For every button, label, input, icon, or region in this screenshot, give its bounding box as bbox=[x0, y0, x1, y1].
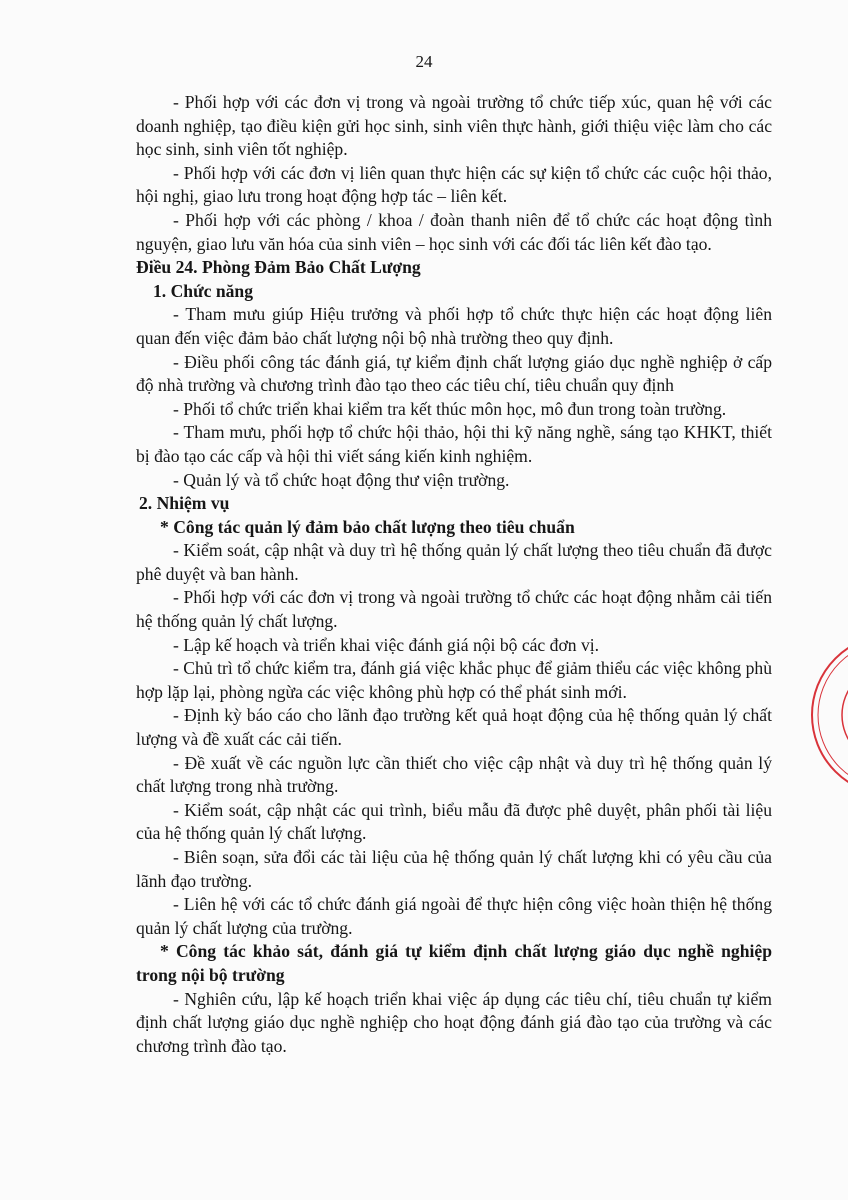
section-1-item: - Quản lý và tổ chức hoạt động thư viện trường. bbox=[173, 469, 510, 490]
article-title: Điều 24. Phòng Đảm Bảo Chất Lượng bbox=[136, 257, 421, 278]
subsection-a-item: - Chủ trì tổ chức kiểm tra, đánh giá việc khắc phục để giảm thiểu các việc không phù hợp lặp lại, phòng ngừa các việc không phù hợp có thể phát sinh mới. bbox=[136, 658, 772, 702]
paragraph-top-1: - Phối hợp với các đơn vị trong và ngoài trường tổ chức tiếp xúc, quan hệ với các doanh nghiệp, tạo điều kiện gửi học sinh, sinh viên thực hành, giới thiệu việc làm cho các học sinh, sinh viên tốt nghiệp. bbox=[136, 92, 772, 160]
subsection-a-item: - Định kỳ báo cáo cho lãnh đạo trường kết quả hoạt động của hệ thống quản lý chất lượng và đề xuất các cải tiến. bbox=[136, 705, 772, 750]
subsection-a-item: - Biên soạn, sửa đổi các tài liệu của hệ thống quản lý chất lượng khi có yêu cầu của lãnh đạo trường. bbox=[136, 847, 772, 891]
subsection-b-item: - Nghiên cứu, lập kế hoạch triển khai việc áp dụng các tiêu chí, tiêu chuẩn tự kiểm định chất lượng giáo dục nghề nghiệp cho hoạt động đánh giá đào tạo của trường và các chương trình đào tạo. bbox=[136, 988, 772, 1056]
subsection-a-item: - Phối hợp với các đơn vị trong và ngoài trường tổ chức các hoạt động nhằm cải tiến hệ thống quản lý chất lượng. bbox=[136, 587, 772, 632]
subsection-b-title: * Công tác khảo sát, đánh giá tự kiểm định chất lượng giáo dục nghề nghiệp trong nội bộ trường bbox=[136, 941, 772, 985]
section-1-title: 1. Chức năng bbox=[153, 280, 254, 301]
red-stamp-seal bbox=[800, 615, 848, 815]
document-body bbox=[136, 91, 772, 1058]
subsection-a-item: - Kiểm soát, cập nhật và duy trì hệ thống quản lý chất lượng theo tiêu chuẩn đã được phê duyệt và ban hành. bbox=[136, 540, 772, 584]
section-1-item: - Tham mưu, phối hợp tổ chức hội thảo, hội thi kỹ năng nghề, sáng tạo KHKT, thiết bị đào tạo các cấp và hội thi viết sáng kiến kinh nghiệm. bbox=[136, 422, 772, 466]
section-1-item: - Phối tổ chức triển khai kiểm tra kết thúc môn học, mô đun trong toàn trường. bbox=[173, 398, 727, 419]
subsection-a-item: - Lập kế hoạch và triển khai việc đánh giá nội bộ các đơn vị. bbox=[173, 634, 600, 655]
subsection-a-item: - Kiểm soát, cập nhật các qui trình, biểu mẫu đã được phê duyệt, phân phối tài liệu của hệ thống quản lý chất lượng. bbox=[136, 799, 772, 844]
section-1-item: - Tham mưu giúp Hiệu trưởng và phối hợp tổ chức thực hiện các hoạt động liên quan đến việc đảm bảo chất lượng nội bộ nhà trường theo quy định. bbox=[136, 304, 772, 348]
subsection-a-item: - Đề xuất về các nguồn lực cần thiết cho việc cập nhật và duy trì hệ thống quản lý chất lượng trong nhà trường. bbox=[136, 752, 772, 797]
subsection-a-title: * Công tác quản lý đảm bảo chất lượng theo tiêu chuẩn bbox=[160, 516, 575, 537]
paragraph-top-2: - Phối hợp với các đơn vị liên quan thực hiện các sự kiện tổ chức các cuộc hội thảo, hội nghị, giao lưu trong hoạt động hợp tác – liên kết. bbox=[136, 162, 772, 207]
section-1-item: - Điều phối công tác đánh giá, tự kiểm định chất lượng giáo dục nghề nghiệp ở cấp độ nhà trường và chương trình đào tạo theo các tiêu chí, tiêu chuẩn quy định bbox=[136, 351, 772, 396]
section-2-title: 2. Nhiệm vụ bbox=[139, 493, 230, 514]
page-number: 24 bbox=[415, 52, 433, 71]
subsection-a-item: - Liên hệ với các tổ chức đánh giá ngoài để thực hiện công việc hoàn thiện hệ thống quản lý chất lượng của trường. bbox=[136, 894, 772, 938]
paragraph-top-3: - Phối hợp với các phòng / khoa / đoàn thanh niên để tổ chức các hoạt động tình nguyện, giao lưu văn hóa của sinh viên – học sinh với các đối tác liên kết đào tạo. bbox=[136, 209, 772, 254]
